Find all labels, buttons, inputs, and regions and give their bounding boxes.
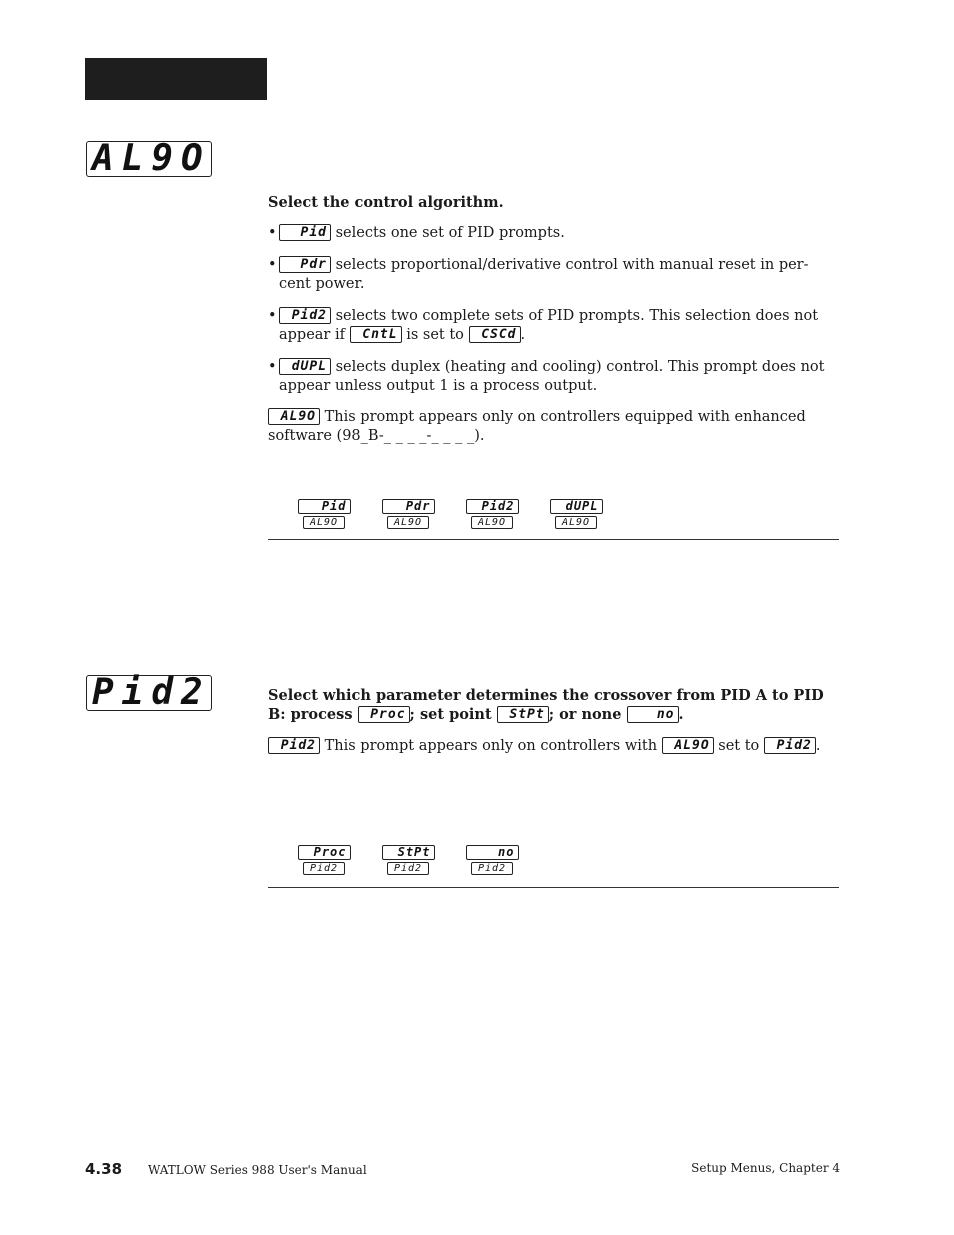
display-pair-pdr [381, 499, 435, 529]
lcd-pid2-note: Pid2 [268, 737, 320, 754]
display-pair-no [465, 845, 519, 875]
lcd-cscd: CSCd [469, 326, 521, 343]
lcd-pid2: Pid2 [279, 307, 331, 324]
lcd-pid2-ref: Pid2 [764, 737, 816, 754]
lcd-proc: Proc [358, 706, 410, 723]
bullet-pid2 [268, 307, 840, 345]
note-text: . [815, 738, 821, 754]
lcd-pdr: Pdr [279, 256, 331, 273]
display-pair-proc [297, 845, 351, 875]
lcd-cntl: CntL [350, 326, 402, 343]
prompt-display-algorithm: AL9O [86, 141, 212, 177]
bullet-text: selects duplex (heating and cooling) control. This prompt does not appear unless output 1 is a process output. [279, 359, 825, 394]
lcd-dupl: dUPL [279, 358, 331, 375]
bullet-dupl [268, 358, 840, 396]
bullet-text: selects proportional/derivative control with manual reset in per-cent power. [279, 257, 809, 292]
note-text: This prompt appears only on controllers equipped with enhanced software (98_B-_ _ _ _-_ _ _ _). [268, 409, 806, 444]
heading-text: . [678, 706, 684, 723]
note-text: This prompt appears only on controllers with [320, 738, 662, 754]
section-divider [268, 887, 839, 888]
header-bar [85, 58, 267, 100]
display-lower: AL9O [471, 516, 513, 529]
display-lower: Pid2 [303, 862, 345, 875]
heading-text: Select which parameter determines the crossover from PID A to PID B: process [268, 687, 824, 723]
lcd-al90-ref: AL9O [662, 737, 714, 754]
display-pair-pid2 [465, 499, 519, 529]
display-upper: StPt [382, 845, 435, 860]
bullet-dot: • [268, 225, 277, 241]
note-text: set to [713, 738, 764, 754]
bullet-dot: • [268, 359, 277, 375]
display-upper: Pdr [382, 499, 435, 514]
display-upper: dUPL [550, 499, 603, 514]
display-pair-stpt [381, 845, 435, 875]
display-lower: Pid2 [387, 862, 429, 875]
manual-title: WATLOW Series 988 User's Manual [148, 1163, 367, 1177]
prompt-display-pid2: Pid2 [86, 675, 212, 711]
lcd-al90-note: AL9O [268, 408, 320, 425]
bullet-text: selects one set of PID prompts. [331, 225, 565, 241]
bullet-pid [268, 224, 840, 243]
lcd-stpt: StPt [497, 706, 549, 723]
bullet-dot: • [268, 257, 277, 273]
section-divider [268, 539, 839, 540]
display-lower: Pid2 [471, 862, 513, 875]
display-upper: Pid [298, 499, 351, 514]
display-upper: Pid2 [466, 499, 519, 514]
lcd-pid: Pid [279, 224, 331, 241]
display-upper: no [466, 845, 519, 860]
bullet-dot: • [268, 308, 277, 324]
bullet-text: is set to [401, 327, 469, 343]
bullet-text: . [520, 327, 526, 343]
section2-heading [268, 686, 840, 724]
chapter-label: Setup Menus, Chapter 4 [691, 1161, 840, 1175]
lcd-no: no [627, 706, 679, 723]
section1-heading: Select the control algorithm. [268, 194, 504, 211]
bullet-pdr [268, 256, 840, 294]
heading-text: ; set point [409, 706, 497, 723]
display-pair-dupl [549, 499, 603, 529]
section1-note [268, 408, 840, 446]
display-lower: AL9O [555, 516, 597, 529]
section2-note [268, 737, 840, 756]
display-lower: AL9O [387, 516, 429, 529]
display-upper: Proc [298, 845, 351, 860]
bullet-text: selects two complete sets of PID prompts. This selection does not appear if [279, 308, 819, 343]
page-number: 4.38 [85, 1160, 123, 1178]
display-lower: AL9O [303, 516, 345, 529]
heading-text: ; or none [548, 706, 627, 723]
display-pair-pid [297, 499, 351, 529]
